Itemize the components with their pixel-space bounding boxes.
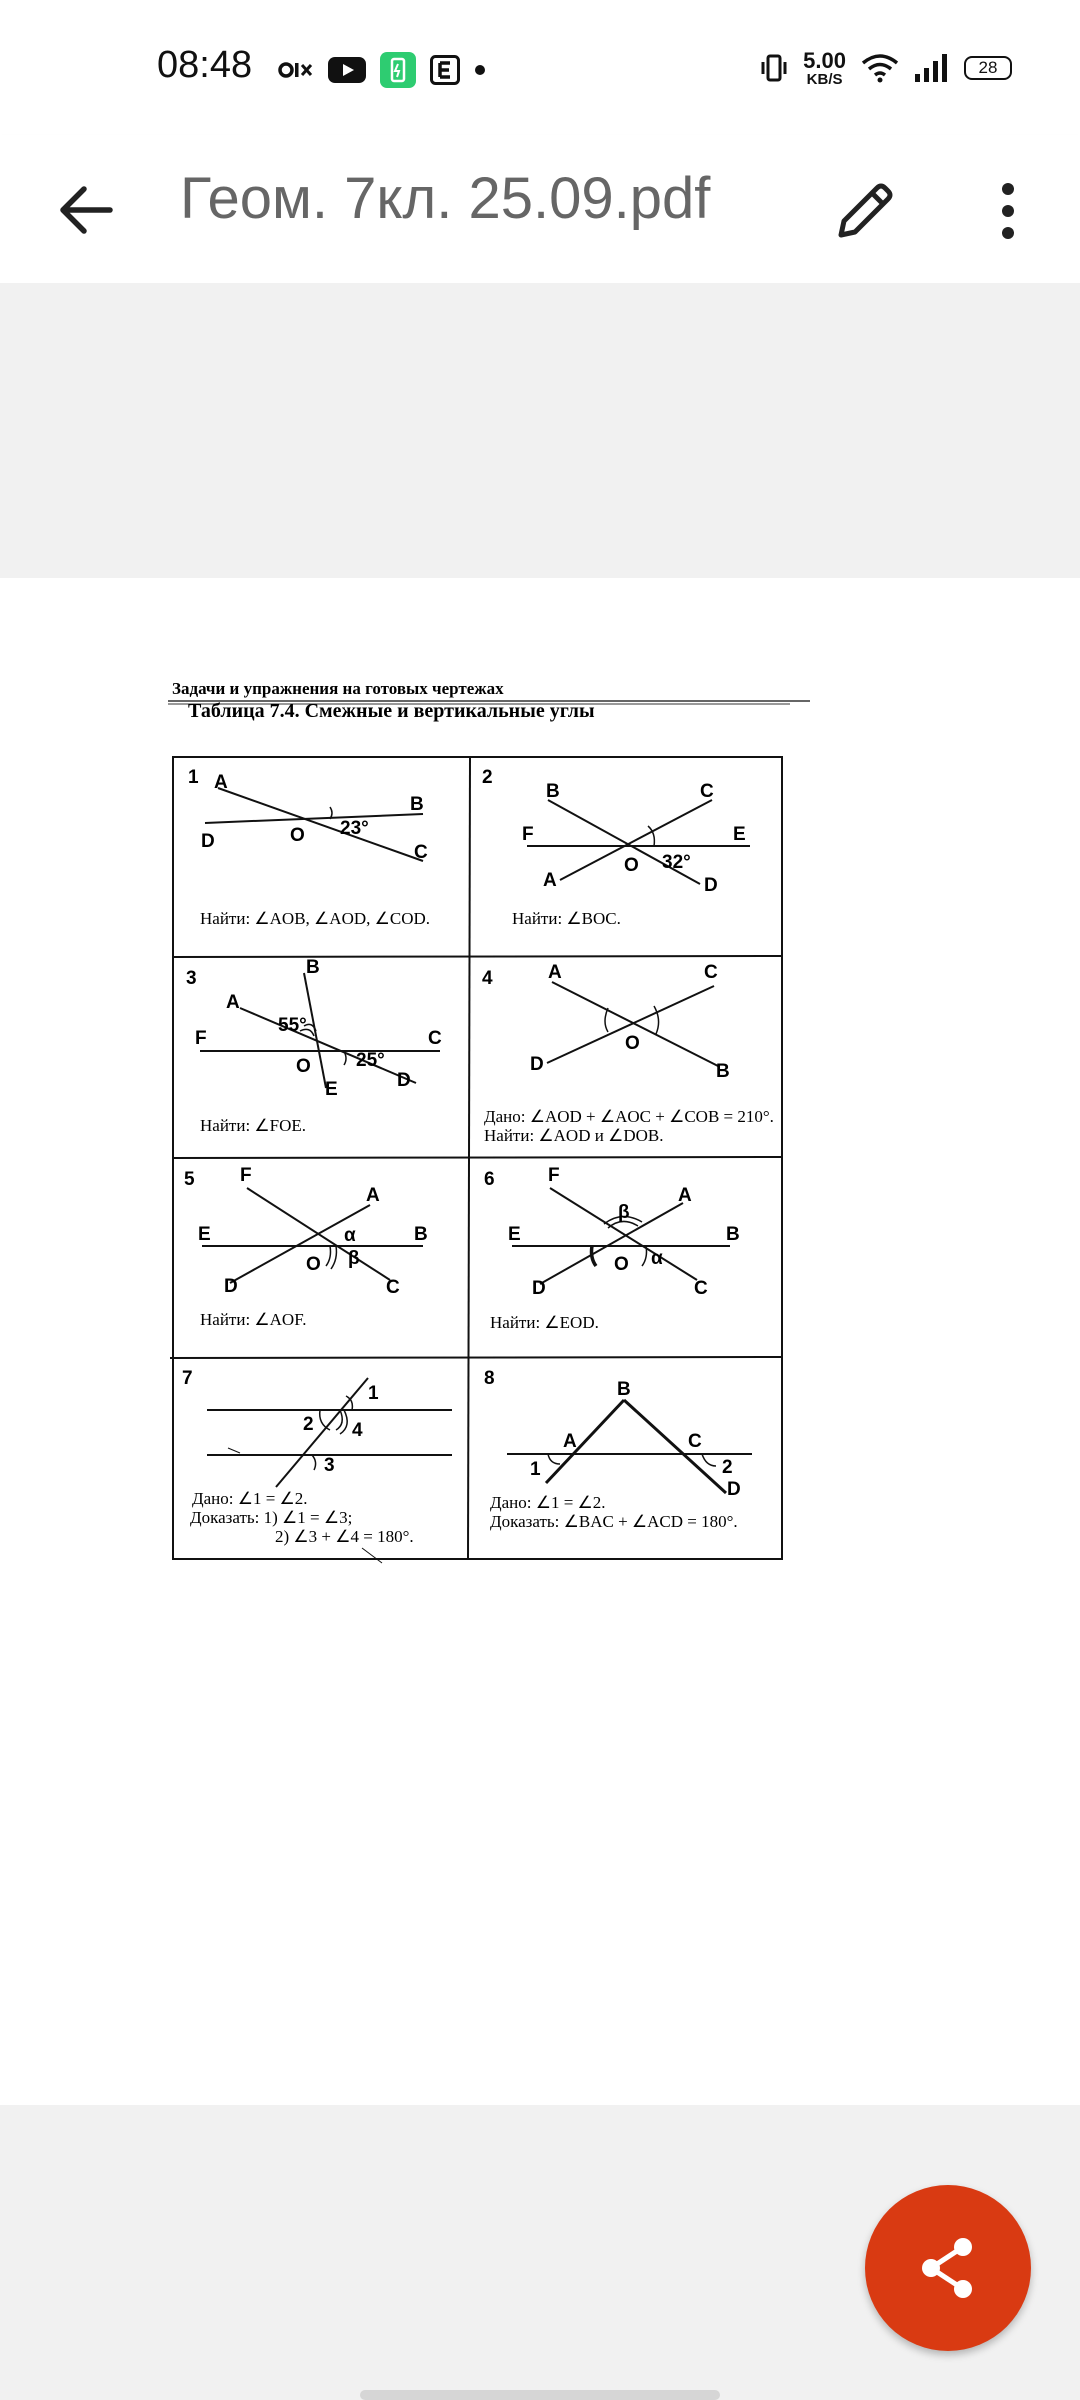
cell-2-label-d: D: [704, 875, 718, 896]
cell-5-alpha: α: [344, 1225, 356, 1246]
cell-3-number: 3: [186, 968, 197, 989]
cell-8-mark-1: 1: [530, 1459, 541, 1480]
cell-6-label-e: E: [508, 1224, 521, 1245]
cell-7-caption-3: 2) ∠3 + ∠4 = 180°.: [275, 1527, 414, 1546]
gesture-bar[interactable]: [360, 2390, 720, 2400]
cell-4-label-a: A: [548, 962, 562, 983]
cell-5-label-d: D: [224, 1276, 238, 1297]
cell-2-label-b: B: [546, 781, 560, 802]
cell-8-number: 8: [484, 1368, 495, 1389]
cell-3-label-c: C: [428, 1028, 442, 1049]
cell-5-label-f: F: [240, 1165, 252, 1186]
cell-2-label-a: A: [543, 870, 557, 891]
youtube-icon: [328, 56, 366, 84]
cell-1-label-a: A: [214, 772, 228, 793]
cell-5-label-c: C: [386, 1277, 400, 1298]
cell-8-caption-2: Доказать: ∠BAC + ∠ACD = 180°.: [490, 1512, 738, 1531]
cell-2-label-o: O: [624, 855, 639, 876]
cell-6-label-b: B: [726, 1224, 740, 1245]
speed-unit: KB/S: [806, 70, 843, 88]
doc-header: Задачи и упражнения на готовых чертежах: [172, 679, 504, 698]
cell-3-label-o: O: [296, 1056, 311, 1077]
cell-4-label-c: C: [704, 962, 718, 983]
network-speed: [803, 47, 846, 88]
cell-5: [184, 1165, 428, 1329]
cell-1-label-d: D: [201, 831, 215, 852]
cell-3: [186, 957, 442, 1135]
cell-7: [182, 1368, 452, 1563]
cell-5-number: 5: [184, 1169, 195, 1190]
cell-3-angle-2: 25°: [356, 1050, 385, 1071]
system-icons: [759, 46, 1012, 90]
cell-2: [482, 767, 750, 928]
cell-2-label-f: F: [522, 824, 534, 845]
cell-1-number: 1: [188, 767, 199, 788]
document-title: Геом. 7кл. 25.09.pdf: [180, 166, 711, 231]
cell-4-label-d: D: [530, 1054, 544, 1075]
cell-6: [484, 1165, 740, 1332]
cell-7-number: 7: [182, 1368, 193, 1389]
cell-5-label-o: O: [306, 1254, 321, 1275]
cell-2-number: 2: [482, 767, 493, 788]
battery-icon: 28: [964, 56, 1012, 80]
cell-8-label-c: C: [688, 1431, 702, 1452]
cell-6-number: 6: [484, 1169, 495, 1190]
cell-8-label-a: A: [563, 1431, 577, 1452]
cell-8-label-d: D: [727, 1479, 741, 1500]
cell-3-label-e: E: [325, 1079, 338, 1100]
cell-6-label-c: C: [694, 1278, 708, 1299]
battery-saver-icon: [380, 52, 416, 88]
signal-icon: [914, 53, 950, 83]
pencil-icon[interactable]: [825, 171, 905, 251]
cell-7-mark-2: 2: [303, 1414, 314, 1435]
notification-icons: [278, 50, 486, 90]
cell-8: [484, 1368, 752, 1531]
wifi-icon: [860, 52, 900, 84]
cell-4-label-b: B: [716, 1061, 730, 1082]
cell-6-label-d: D: [532, 1278, 546, 1299]
pdf-content: [0, 578, 1080, 2105]
viewer-background-top: [0, 283, 1080, 578]
share-icon: [913, 2233, 983, 2303]
pdf-page: [0, 578, 1080, 2105]
cell-5-caption-1: Найти: ∠AOF.: [200, 1310, 307, 1329]
cell-3-label-a: A: [226, 992, 240, 1013]
e-icon: [430, 55, 460, 85]
cell-6-label-a: A: [678, 1185, 692, 1206]
dot-icon: [474, 64, 486, 76]
cell-5-label-e: E: [198, 1224, 211, 1245]
cell-7-caption-2: Доказать: 1) ∠1 = ∠3;: [190, 1508, 353, 1527]
cell-8-caption-1: Дано: ∠1 = ∠2.: [490, 1493, 606, 1512]
cell-1-angle: 23°: [340, 818, 369, 839]
table-title: Таблица 7.4. Смежные и вертикальные углы: [188, 700, 595, 722]
cell-3-label-d: D: [397, 1070, 411, 1091]
cell-3-label-b: B: [306, 957, 320, 978]
cell-3-angle-1: 55°: [278, 1015, 307, 1036]
cell-4: [482, 962, 774, 1145]
back-arrow-icon[interactable]: [50, 175, 120, 245]
app-bar: [0, 135, 1080, 283]
status-time: 08:48: [157, 44, 253, 86]
cell-1: [188, 767, 430, 928]
cell-7-caption-1: Дано: ∠1 = ∠2.: [192, 1489, 308, 1508]
speed-value: 5.00: [803, 47, 846, 73]
cell-7-mark-4: 4: [352, 1420, 363, 1441]
cell-1-label-b: B: [410, 794, 424, 815]
cell-3-label-f: F: [195, 1028, 207, 1049]
cell-6-beta: β: [618, 1202, 630, 1223]
cell-7-mark-1: 1: [368, 1383, 379, 1404]
cell-1-label-c: C: [414, 842, 428, 863]
cell-6-alpha: α: [651, 1248, 663, 1269]
cell-4-label-o: O: [625, 1033, 640, 1054]
cell-4-caption-2: Найти: ∠AOD и ∠DOB.: [484, 1126, 664, 1145]
cell-8-label-b: B: [617, 1379, 631, 1400]
cell-6-label-o: O: [614, 1254, 629, 1275]
cell-8-mark-2: 2: [722, 1457, 733, 1478]
cell-5-beta: β: [348, 1248, 360, 1269]
share-button[interactable]: [865, 2185, 1031, 2351]
cell-1-caption-1: Найти: ∠AOB, ∠AOD, ∠COD.: [200, 909, 431, 928]
cell-4-number: 4: [482, 968, 493, 989]
more-vert-icon[interactable]: [990, 171, 1026, 251]
cell-5-label-b: B: [414, 1224, 428, 1245]
cell-2-angle: 32°: [662, 852, 691, 873]
ol-icon: [278, 58, 314, 82]
cell-7-mark-3: 3: [324, 1455, 335, 1476]
cell-5-label-a: A: [366, 1185, 380, 1206]
vibrate-icon: [759, 53, 789, 83]
cell-2-label-c: C: [700, 781, 714, 802]
cell-6-caption-1: Найти: ∠EOD.: [490, 1313, 599, 1332]
cell-4-caption-1: Дано: ∠AOD + ∠AOC + ∠COB = 210°.: [484, 1107, 774, 1126]
status-bar: [0, 0, 1080, 135]
cell-2-caption-1: Найти: ∠BOC.: [512, 909, 621, 928]
cell-3-caption-1: Найти: ∠FOE.: [200, 1116, 307, 1135]
cell-1-label-o: O: [290, 825, 305, 846]
cell-2-label-e: E: [733, 824, 746, 845]
cell-6-label-f: F: [548, 1165, 560, 1186]
